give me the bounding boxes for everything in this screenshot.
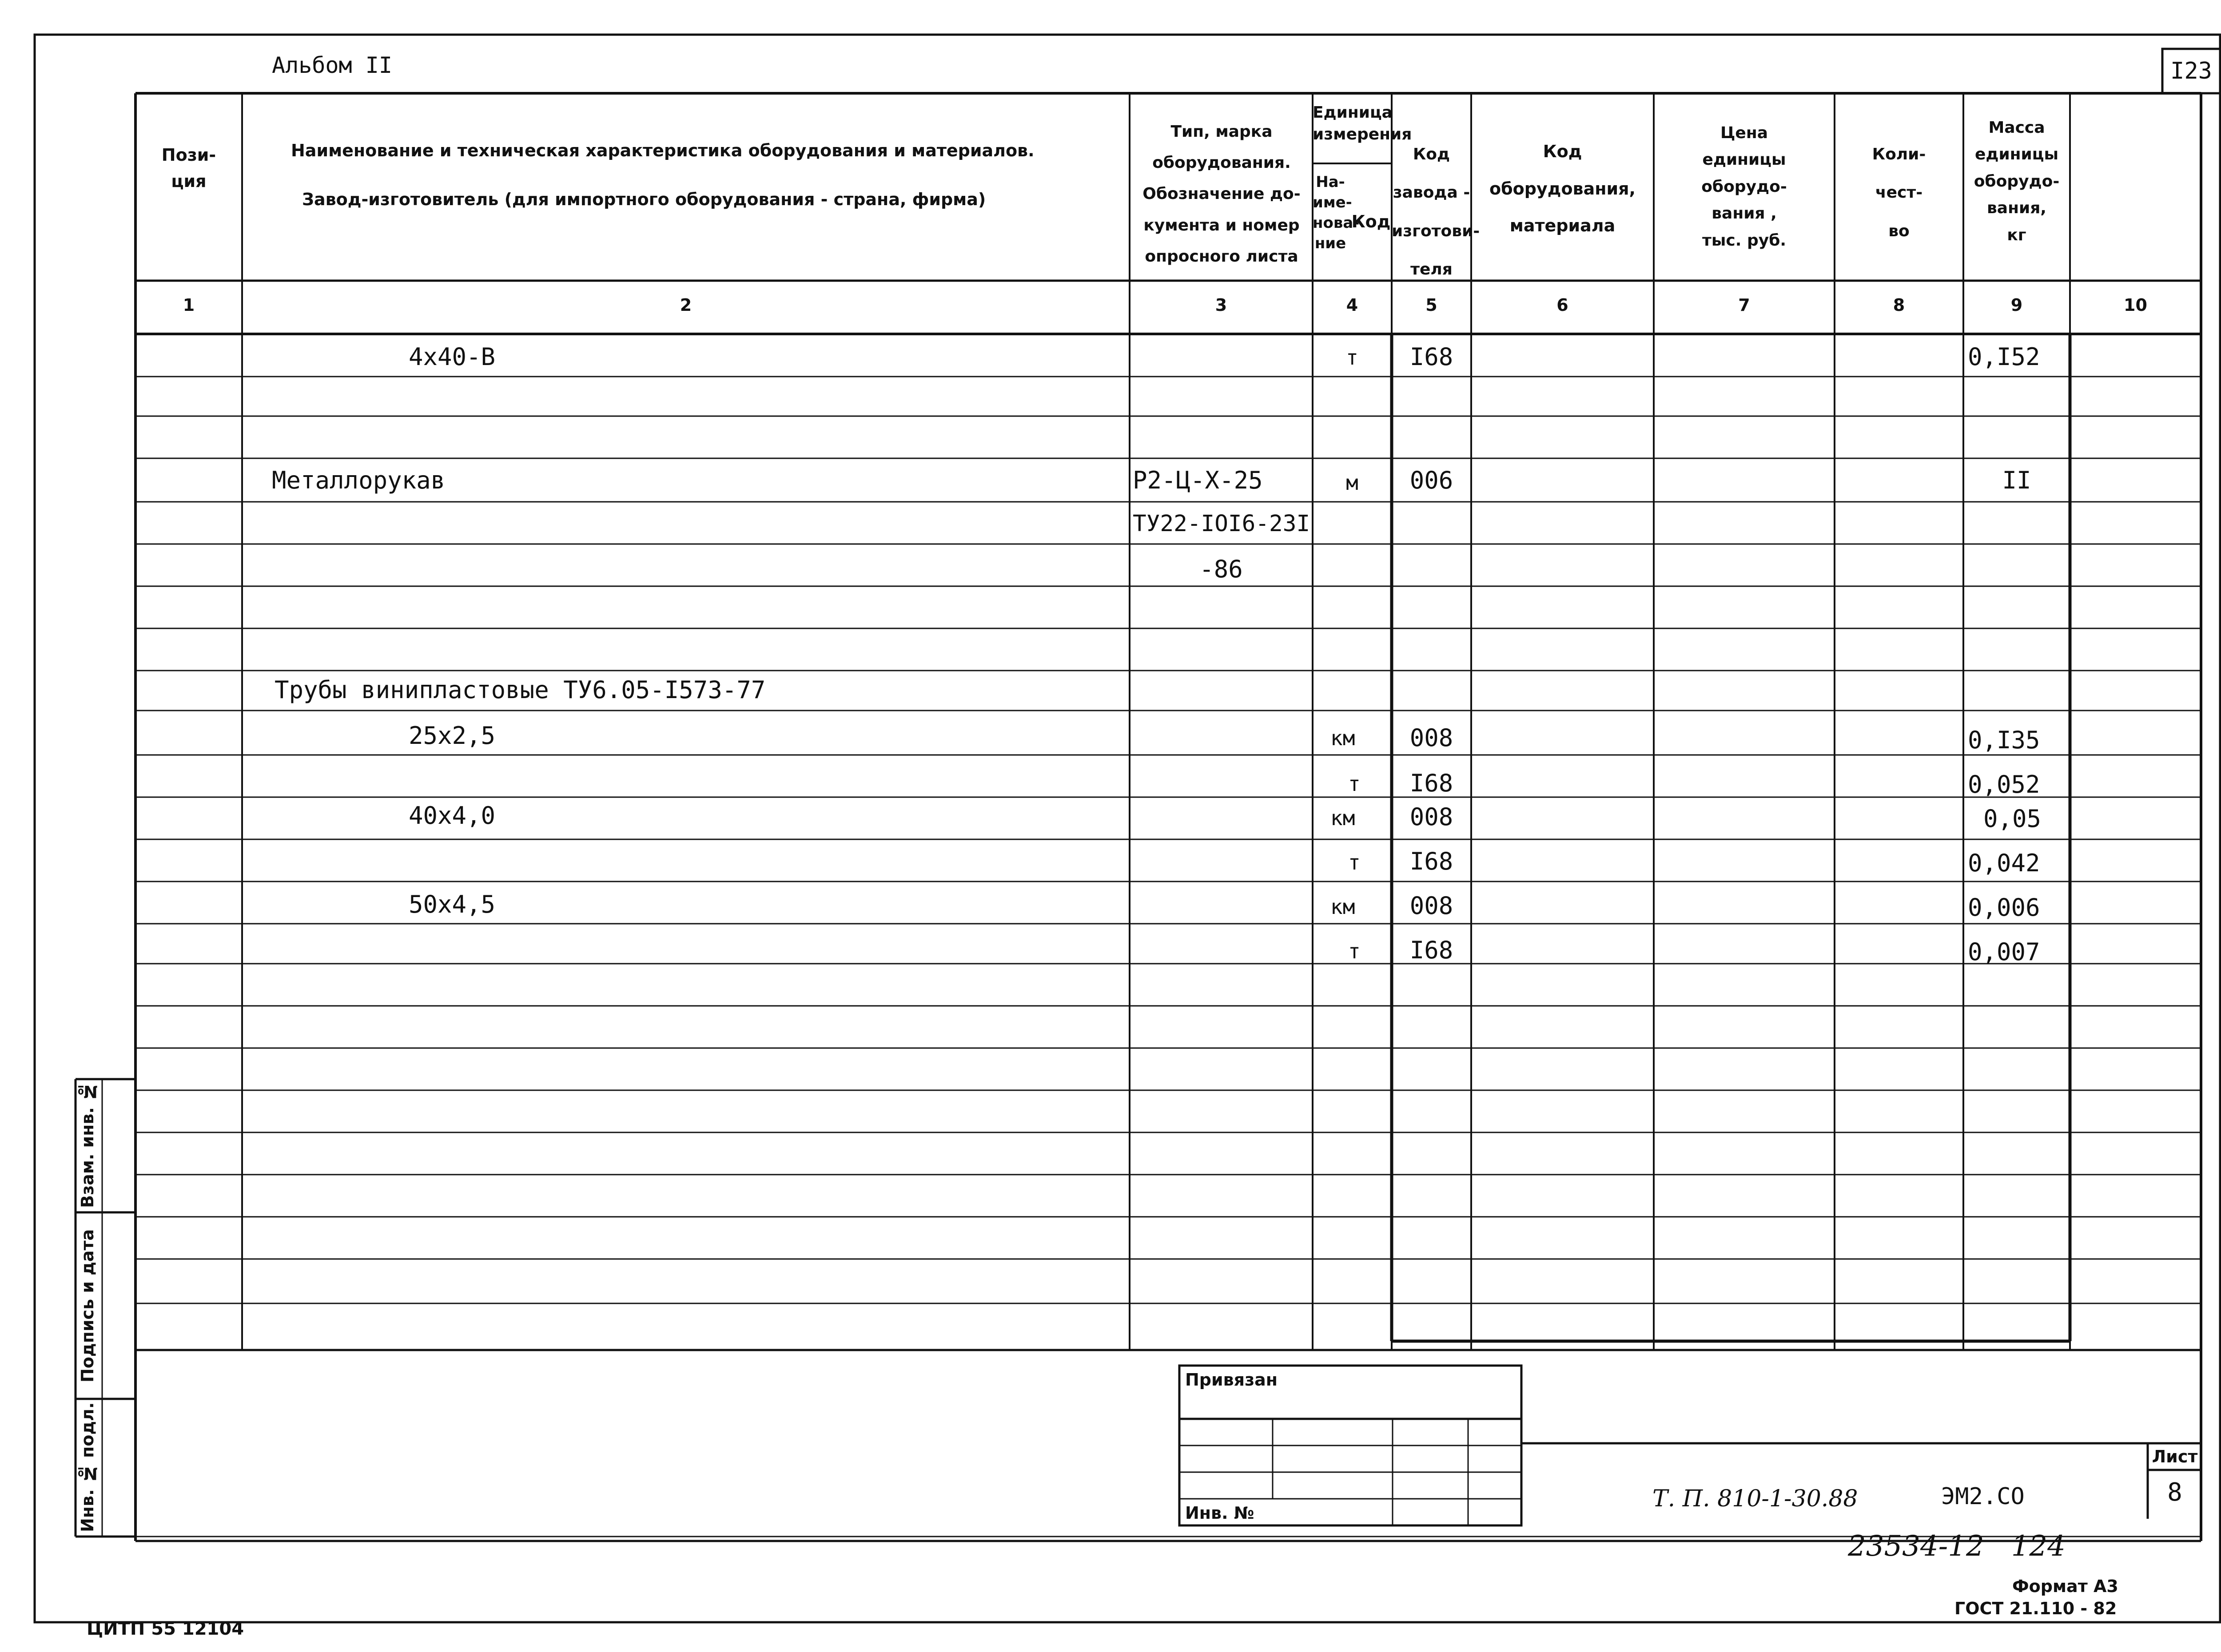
row-code: 008 xyxy=(1409,724,1453,752)
side-stamp-podpis: Подпись и дата xyxy=(78,1229,97,1382)
row-name: Металлорукав xyxy=(272,466,446,494)
row-type: ТУ22-IOI6-23I xyxy=(1133,511,1310,537)
column-number: 5 xyxy=(1425,295,1437,315)
column-header-qty: Коли- чест- во xyxy=(1872,145,1926,240)
column-header-pos: Пози- ция xyxy=(161,145,216,191)
column-header-unit-group: Единица измерения xyxy=(1313,103,1412,143)
column-number: 7 xyxy=(1738,295,1750,315)
column-header-factory-code: Код завода - изготови- теля xyxy=(1392,145,1480,279)
stamp-designation-handwritten: Т. П. 810-1-30.88 xyxy=(1652,1485,1858,1512)
stamp-sheet-label: Лист xyxy=(2152,1447,2198,1466)
stamp-sheet-number: 8 xyxy=(2167,1478,2182,1507)
row-code: I68 xyxy=(1409,847,1453,875)
row-unit: т xyxy=(1348,939,1361,963)
stamp-designation: ЭМ2.СО xyxy=(1941,1483,2025,1510)
column-number: 6 xyxy=(1556,295,1568,315)
column-header-type: Тип, марка оборудования. Обозначение до- кумента и номер опросного листа xyxy=(1142,123,1301,266)
side-stamp-vzam: Взам. инв. № xyxy=(78,1081,97,1208)
row-unit: т xyxy=(1346,345,1358,369)
column-header-factory: Завод-изготовитель (для импортного оборудования - страна, фирма) xyxy=(302,190,986,209)
row-qty: 0,05 xyxy=(1983,805,2042,833)
row-unit: м xyxy=(1346,471,1358,495)
footer-citp: ЦИТП 55 12104 xyxy=(87,1619,244,1639)
row-name: 50x4,5 xyxy=(409,890,496,918)
row-code: 006 xyxy=(1409,466,1453,494)
column-number: 8 xyxy=(1893,295,1905,315)
row-code: 008 xyxy=(1409,892,1453,920)
row-qty: II xyxy=(2002,466,2031,494)
column-number: 10 xyxy=(2124,295,2147,315)
stamp-privyazan: Привязан xyxy=(1185,1370,1278,1390)
column-header-price: Цена единицы оборудо- вания , тыс. руб. xyxy=(1701,124,1787,250)
column-header-equip-code: Код оборудования, материала xyxy=(1489,142,1636,236)
row-name: Трубы винипластовые ТУ6.05-I573-77 xyxy=(275,676,766,704)
footer-format: Формат А3 xyxy=(2012,1577,2118,1596)
row-code: I68 xyxy=(1409,343,1453,371)
row-unit: т xyxy=(1348,850,1361,874)
column-number: 1 xyxy=(183,295,195,315)
stamp-handwritten-number: 23534-12 124 xyxy=(1848,1530,2066,1563)
row-name: 40x4,0 xyxy=(409,802,496,830)
column-header-mass: Масса единицы оборудо- вания, кг xyxy=(1974,119,2060,244)
row-code: I68 xyxy=(1409,769,1453,797)
column-number: 4 xyxy=(1346,295,1358,315)
page-number: I23 xyxy=(2170,58,2212,84)
row-unit: км xyxy=(1330,806,1355,830)
row-name: 4x40-В xyxy=(409,343,496,371)
row-type: -86 xyxy=(1199,555,1243,583)
row-qty: 0,042 xyxy=(1968,849,2040,877)
row-code: I68 xyxy=(1409,936,1453,964)
row-unit: км xyxy=(1330,726,1355,750)
stamp-inv-no: Инв. № xyxy=(1185,1503,1254,1523)
column-header-unit-name: На- име- нова- ние xyxy=(1313,173,1360,252)
column-header-name: Наименование и техническая характеристика оборудования и материалов. xyxy=(291,141,1035,160)
column-number: 2 xyxy=(680,295,692,315)
side-stamp-inv: Инв. № подл. xyxy=(78,1402,97,1532)
footer-gost: ГОСТ 21.110 - 82 xyxy=(1954,1599,2117,1618)
row-unit: т xyxy=(1348,772,1361,796)
album-title: Альбом II xyxy=(272,52,392,78)
row-qty: 0,052 xyxy=(1968,770,2040,798)
row-qty: 0,007 xyxy=(1968,938,2040,966)
column-number: 9 xyxy=(2010,295,2023,315)
row-code: 008 xyxy=(1409,803,1453,831)
row-qty: 0,I52 xyxy=(1968,343,2040,371)
row-qty: 0,I35 xyxy=(1968,726,2040,754)
row-unit: км xyxy=(1330,895,1355,919)
row-qty: 0,006 xyxy=(1968,894,2040,921)
column-number: 3 xyxy=(1215,295,1227,315)
column-header-unit-code: Код xyxy=(1351,212,1391,231)
row-type: Р2-Ц-Х-25 xyxy=(1133,466,1263,494)
row-name: 25x2,5 xyxy=(409,722,496,750)
